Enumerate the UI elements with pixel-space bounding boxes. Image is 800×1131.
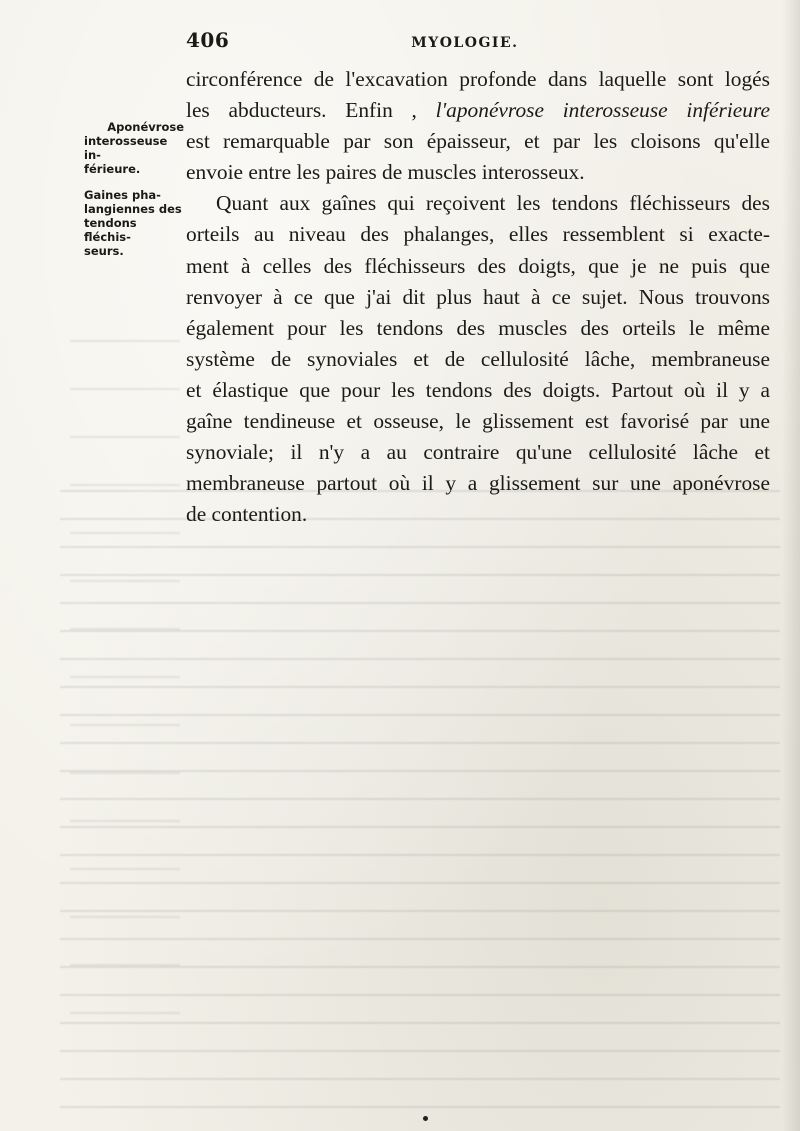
text-line: renvoyer à ce que j'ai dit plus haut à ce sujet. Nous trouvons xyxy=(186,284,770,309)
italic-prefix: l' xyxy=(435,98,447,123)
page-edge-shadow xyxy=(782,0,800,1131)
text-line: gaîne tendineuse et osseuse, le glissement est favorisé par une xyxy=(186,409,770,434)
text-line: ment à celles des fléchisseurs des doigts, que je ne puis que xyxy=(186,253,770,278)
text-line: orteils au niveau des phalanges, elles ressemblent si exacte- xyxy=(186,222,770,247)
margin-note-aponevrose xyxy=(84,106,184,176)
text-line: de contention. xyxy=(186,502,308,527)
text-line: Quant aux gaînes qui reçoivent les tendons fléchisseurs des xyxy=(216,191,770,216)
page-number: 406 xyxy=(186,28,230,52)
text-line: système de synoviales et de cellulosité lâche, membraneuse xyxy=(186,346,770,371)
text-line: et élastique que pour les tendons des doigts. Partout où il y a xyxy=(186,377,770,402)
margin-note-rest: interosseuse in- férieure. xyxy=(84,134,168,176)
margin-note-line: Aponévrose xyxy=(107,120,184,134)
text-line: membraneuse partout où il y a glissement sur une aponévrose xyxy=(186,471,770,496)
italic-term: aponévrose interosseuse inférieure xyxy=(446,98,770,123)
page-header xyxy=(186,28,766,54)
text-fragment: les abducteurs. Enfin , xyxy=(186,98,417,123)
text-line: circonférence de l'excavation profonde dans laquelle sont logés xyxy=(186,67,770,91)
margin-note-gaines: Gaines pha- langiennes des tendons fléchis- seurs. xyxy=(84,188,182,258)
text-line: envoie entre les paires de muscles interosseux. xyxy=(186,160,585,185)
show-through-margin xyxy=(70,340,180,1060)
text-line: est remarquable par son épaisseur, et par les cloisons qu'elle xyxy=(186,129,770,154)
text-line: synoviale; il n'y a au contraire qu'une cellulosité lâche et xyxy=(186,440,770,465)
ink-dot xyxy=(423,1116,428,1121)
running-head: MYOLOGIE. xyxy=(411,35,519,51)
text-line: également pour les tendons des muscles des orteils le même xyxy=(186,315,770,340)
body-text xyxy=(186,64,770,530)
italic-fragment xyxy=(436,98,770,122)
text-line xyxy=(186,95,770,126)
